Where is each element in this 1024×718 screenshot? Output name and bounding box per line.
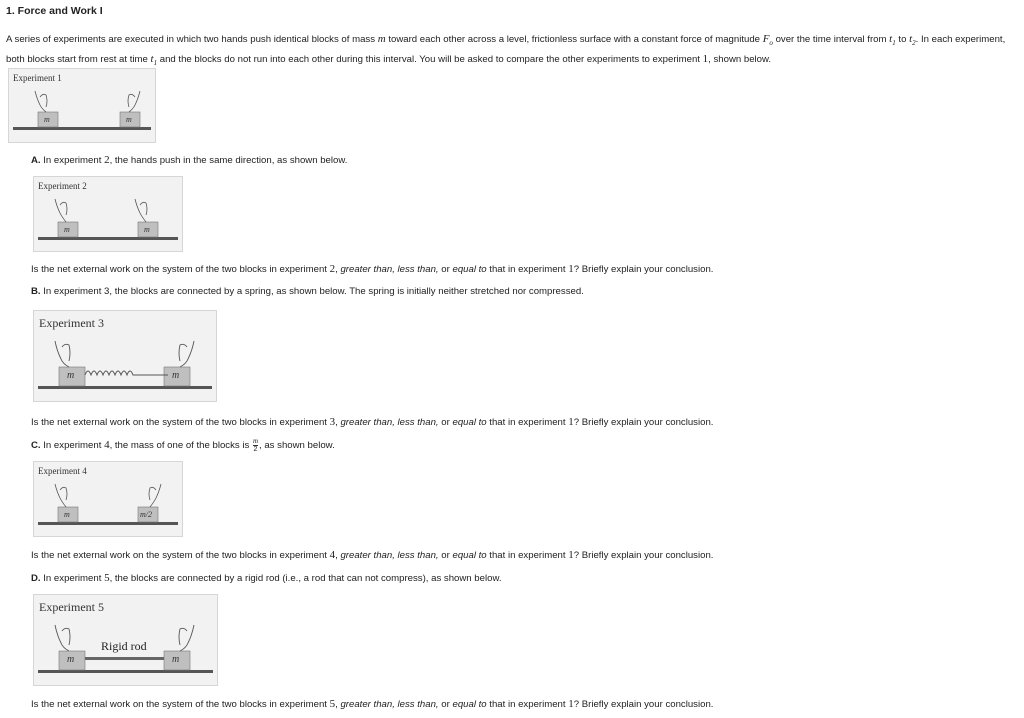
experiment-2-drawing — [34, 177, 182, 251]
experiment-1-figure — [8, 68, 156, 143]
block-mass-label: m — [144, 225, 150, 234]
block-mass-label: m — [126, 115, 132, 124]
experiment-4-figure — [33, 461, 183, 537]
hand-icon — [55, 341, 70, 367]
experiment-3-figure — [33, 310, 217, 402]
t2-symbol: $t_2$ — [909, 33, 916, 48]
rod-label: Rigid rod — [101, 639, 147, 653]
intro-text: to — [898, 34, 907, 45]
question-experiment-5: Is the net external work on the system of the two blocks in experiment 5, greater than, less than, or equal to that in experiment 1? Briefly explain your conclusion. — [31, 698, 714, 710]
hand-icon — [55, 625, 70, 651]
block-mass-label: m — [172, 370, 180, 381]
intro-text: and the blocks do not run into each other during this interval. You will be asked to compare the other experiments to experiment — [159, 54, 700, 66]
hand-icon — [35, 91, 47, 112]
figure-label: Experiment 1 — [13, 73, 62, 83]
floor-surface — [38, 670, 213, 673]
hand-icon — [179, 341, 194, 367]
intro-text: toward each other across a level, frictionless surface with a constant force of magnitude — [388, 34, 761, 45]
hand-icon — [128, 91, 140, 112]
hand-icon — [149, 484, 161, 507]
block-mass-label: m/2 — [140, 510, 152, 519]
mass-symbol: m — [377, 33, 386, 45]
question-experiment-2: Is the net external work on the system of the two blocks in experiment 2, greater than, less than, or equal to that in experiment 1? Briefly explain your conclusion. — [31, 263, 714, 275]
question-experiment-3: Is the net external work on the system of the two blocks in experiment 3, greater than, less than, or equal to that in experiment 1? Briefly explain your conclusion. — [31, 416, 714, 428]
experiment-number: 1 — [702, 53, 709, 66]
intro-text: A series of experiments are executed in which two hands push identical blocks of mass — [6, 34, 376, 45]
part-b-text: B. In experiment 3, the blocks are connected by a spring, as shown below. The spring is initially neither stretched nor compressed. — [31, 286, 584, 297]
intro-text: , shown below. — [708, 54, 772, 66]
fraction-m-over-2: $\frac{m}{2}$ — [252, 437, 259, 453]
spring-icon — [85, 371, 168, 375]
problem-intro — [6, 31, 1006, 71]
block-mass-label: m — [64, 225, 70, 234]
figure-label: Experiment 4 — [38, 466, 87, 476]
block-mass-label: m — [64, 510, 70, 519]
floor-surface — [13, 127, 151, 130]
figure-label: Experiment 2 — [38, 181, 87, 191]
figure-label: Experiment 3 — [39, 316, 104, 330]
floor-surface — [38, 522, 178, 525]
floor-surface — [38, 237, 178, 240]
block-mass-label: m — [44, 115, 50, 124]
hand-icon — [55, 199, 67, 222]
intro-text: over the time interval from — [775, 34, 887, 45]
t1-symbol: $t_1$ — [889, 33, 896, 48]
floor-surface — [38, 386, 212, 389]
block-mass-label: m — [67, 370, 75, 381]
force-symbol: $F_o$ — [762, 33, 773, 48]
question-experiment-4: Is the net external work on the system of the two blocks in experiment 4, greater than, less than, or equal to that in experiment 1? Briefly explain your conclusion. — [31, 549, 714, 561]
rigid-rod — [85, 657, 164, 660]
block-mass-label: m — [172, 654, 180, 665]
hand-icon — [55, 484, 67, 507]
t1-symbol: $t_1$ — [150, 53, 158, 68]
experiment-5-figure — [33, 594, 218, 686]
experiment-1-drawing — [9, 69, 155, 142]
experiment-3-drawing — [34, 311, 216, 401]
hand-icon — [179, 625, 194, 651]
part-c-text: C. In experiment 4, the mass of one of the blocks is $\frac{m}{2}$ , as shown below. — [31, 437, 335, 453]
figure-label: Experiment 5 — [39, 600, 104, 614]
hand-icon — [135, 199, 147, 222]
experiment-2-figure — [33, 176, 183, 252]
block-mass-label: m — [67, 654, 75, 665]
problem-title: 1. Force and Work I — [6, 5, 103, 17]
part-d-text: D. In experiment 5, the blocks are connected by a rigid rod (i.e., a rod that can not compress), as shown below. — [31, 572, 502, 584]
experiment-4-drawing — [34, 462, 182, 536]
part-a-text: A. In experiment 2, the hands push in the same direction, as shown below. — [31, 154, 348, 166]
intro-text: . In each experiment, both blocks start from rest at time — [6, 34, 1006, 66]
